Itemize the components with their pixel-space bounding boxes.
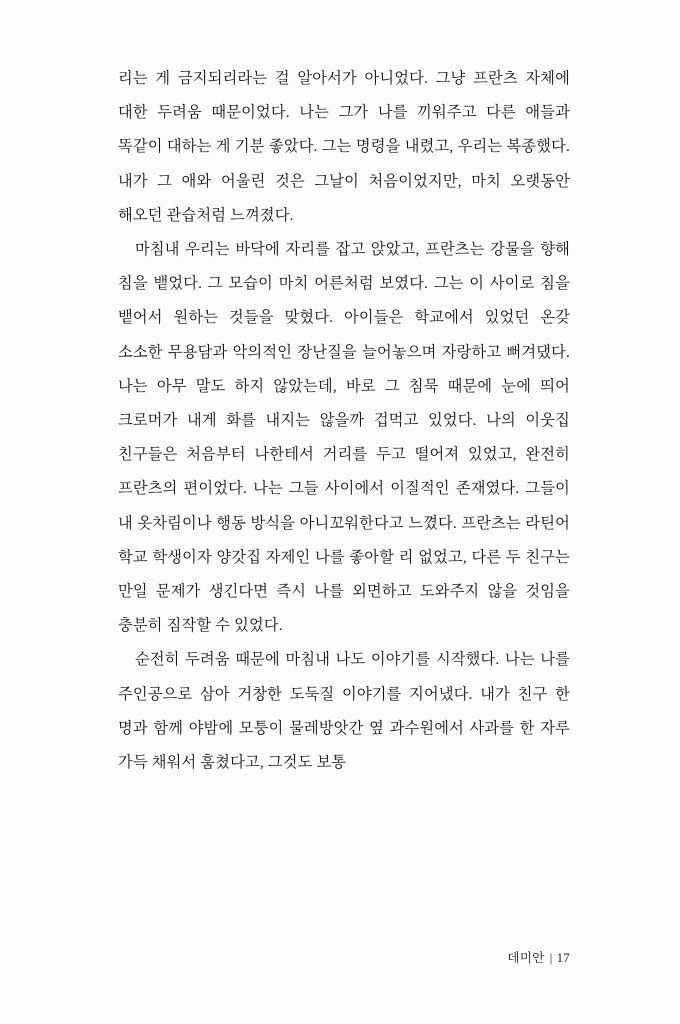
paragraph: 리는 게 금지되리라는 걸 알아서가 아니었다. 그냥 프란츠 자체에 대한 두려움 때문이었다. 나는 그가 나를 끼워주고 다른 애들과 똑같이 대하는 게 기분 좋았다. 그는 명령을 내렸고, 우리는 복종했다. 내가 그 애와 어울린 것은 그날이 처음이었지만, 마치 오랫동안 해오던 관습처럼 느껴졌다. — [118, 70, 570, 224]
running-title: 데미안 — [507, 951, 545, 965]
footer-separator: | — [549, 951, 553, 965]
paragraph: 마침내 우리는 바닥에 자리를 잡고 앉았고, 프란츠는 강물을 향해 침을 뱉었다. 그 모습이 마치 어른처럼 보였다. 그는 이 사이로 침을 뱉어서 원하는 것들을 맞혔다. 아이들은 학교에서 있었던 온갖 소소한 무용담과 악의적인 장난질을 늘어놓으며 자랑하고 뻐겨댔다. 나는 아무 말도 하지 않았는데, 바로 그 침묵 때문에 눈에 띄어 크로머가 내게 화를 내지는 않을까 겁먹고 있었다. 나의 이웃집 친구들은 처음부터 나한테서 거리를 두고 떨어져 있었고, 완전히 프란츠의 편이었다. 나는 그들 사이에서 이질적인 존재였다. 그들이 내 옷차림이나 행동 방식을 아니꼬워한다고 느꼈다. 프란츠는 라틴어 학교 학생이자 양갓집 자제인 나를 좋아할 리 없었고, 다른 두 친구는 만일 문제가 생긴다면 즉시 나를 외면하고 도와주지 않을 것임을 충분히 짐작할 수 있었다. — [118, 241, 570, 635]
paragraph: 순전히 두려움 때문에 마침내 나도 이야기를 시작했다. 나는 나를 주인공으로 삼아 거창한 도둑질 이야기를 지어냈다. 내가 친구 한 명과 함께 야밤에 모퉁이 물레방앗간 옆 과수원에서 사과를 한 자루 가득 채워서 훔쳤다고, 그것도 보통 — [118, 651, 570, 772]
body-text — [118, 62, 570, 780]
page-footer — [507, 948, 570, 966]
page-number: 17 — [556, 951, 570, 965]
